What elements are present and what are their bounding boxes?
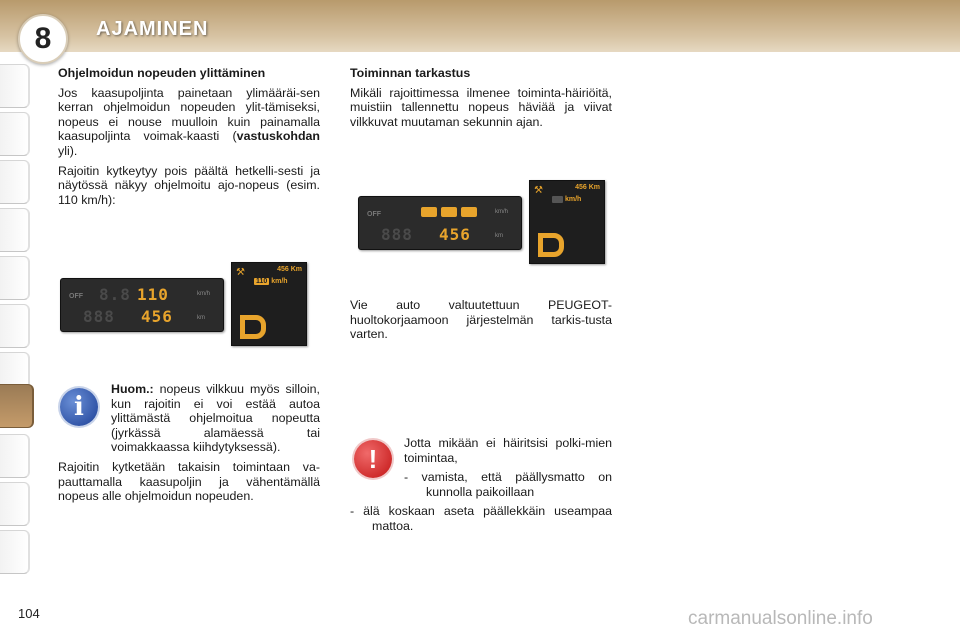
- wrench-icon: ⚒: [236, 267, 245, 278]
- section-heading: Ohjelmoidun nopeuden ylittäminen: [58, 66, 266, 80]
- off-indicator: OFF: [367, 211, 381, 218]
- gear-d-indicator: [538, 233, 564, 257]
- section-heading: Toiminnan tarkastus: [350, 66, 471, 80]
- text: nopeus vilkkuu myös silloin, kun rajoitin ei voi estää autoa ylittämästä ohjelmoitua nopeutta (jyrkässä alamäessä tai voimakkaassa kiihdytyksessä).: [111, 382, 320, 455]
- info-note: [58, 382, 320, 509]
- text: Jos kaasupoljinta painetaan ylimääräi-sen kerran ohjelmoidun nopeuden ylit-tämiseksi, nopeus ei nouse muulloin kuin painamalla kaasupoljinta voimak-kaasti (: [58, 85, 320, 144]
- right-column: [350, 66, 612, 134]
- chapter-number-badge: 8: [18, 14, 68, 64]
- watermark: carmanualsonline.info: [688, 608, 873, 629]
- speed-unit: km/h: [564, 196, 582, 203]
- unit-label: km: [197, 315, 205, 321]
- warning-item: - älä koskaan aseta päällekkäin useampaa mattoa.: [350, 504, 612, 533]
- paragraph: Rajoitin kytketään takaisin toimintaan va-pauttamalla kaasupoljin ja vähentämällä nopeus alle ohjelmoidun nopeuden.: [58, 459, 320, 504]
- dash-segment: [461, 207, 477, 217]
- speed-readout: [552, 196, 581, 203]
- paragraph: Rajoitin kytkeytyy pois päältä hetkelli-sesti ja näytössä näkyy ohjelmoitu ajo-nopeus (esim. 110 km/h):: [58, 163, 320, 207]
- warning-intro: Jotta mikään ei häiritsisi polki-mien toimintaa,: [404, 436, 612, 465]
- unit-label: km/h: [495, 209, 509, 215]
- gear-d-indicator: [240, 315, 266, 339]
- odometer-digits: 456: [141, 307, 173, 326]
- odometer-digits: 456: [439, 225, 471, 244]
- chapter-title: AJAMINEN: [96, 18, 209, 40]
- unit-label: km/h: [197, 291, 211, 297]
- chapter-tab[interactable]: [0, 256, 30, 300]
- chapter-tab[interactable]: [0, 530, 30, 574]
- wrench-icon: ⚒: [534, 185, 543, 196]
- warning-note: [350, 436, 612, 539]
- paragraph: Mikäli rajoittimessa ilmenee toiminta-häiriöitä, muistiin tallennettu nopeus häviää ja viivat vilkkuvat muutaman sekunnin ajan.: [350, 85, 612, 129]
- chapter-header: [0, 0, 960, 55]
- warning-item: - vamista, että päällysmatto on kunnolla paikoillaan: [404, 470, 612, 499]
- text: yli).: [58, 143, 78, 158]
- chapter-tab[interactable]: [0, 208, 30, 252]
- info-icon: i: [60, 388, 98, 426]
- chapter-tab[interactable]: [0, 434, 30, 478]
- paragraph: Vie auto valtuutettuun PEUGEOT-huoltokorjaamoon järjestelmän tarkis-tusta varten.: [350, 298, 612, 342]
- note-paragraph: [58, 382, 320, 455]
- range-readout: 456 Km: [277, 266, 302, 273]
- chapter-tab-active[interactable]: [0, 384, 34, 428]
- chapter-tab[interactable]: [0, 160, 30, 204]
- bold-term: vastuskohdan: [236, 129, 320, 144]
- right-column-lower: [350, 298, 612, 347]
- page-number: 104: [18, 606, 40, 621]
- chapter-tab-strip: [0, 64, 34, 578]
- speed-value: 110: [256, 278, 268, 285]
- paragraph: [58, 86, 320, 159]
- range-readout: 456 Km: [575, 184, 600, 191]
- speed-unit: km/h: [271, 278, 288, 285]
- speed-dashes: ---: [554, 196, 561, 203]
- warning-icon: !: [354, 440, 392, 478]
- multifunction-display-image: [231, 262, 307, 346]
- programmed-speed-digits: 110: [137, 285, 169, 304]
- segment-digits: 8.8: [99, 285, 131, 304]
- instrument-panel-image: [60, 278, 224, 332]
- chapter-tab[interactable]: [0, 112, 30, 156]
- dash-segment: [441, 207, 457, 217]
- instrument-panel-image: [358, 196, 522, 250]
- dash-segment: [421, 207, 437, 217]
- off-indicator: OFF: [69, 293, 83, 300]
- multifunction-display-image: [529, 180, 605, 264]
- chapter-tab[interactable]: [0, 64, 30, 108]
- speed-readout: [254, 278, 288, 285]
- unit-label: km: [495, 233, 503, 239]
- chapter-tab[interactable]: [0, 304, 30, 348]
- chapter-tab[interactable]: [0, 482, 30, 526]
- segment-digits: 888: [83, 307, 115, 326]
- segment-digits: 888: [381, 225, 413, 244]
- note-label: Huom.:: [111, 382, 154, 396]
- left-column: [58, 66, 320, 212]
